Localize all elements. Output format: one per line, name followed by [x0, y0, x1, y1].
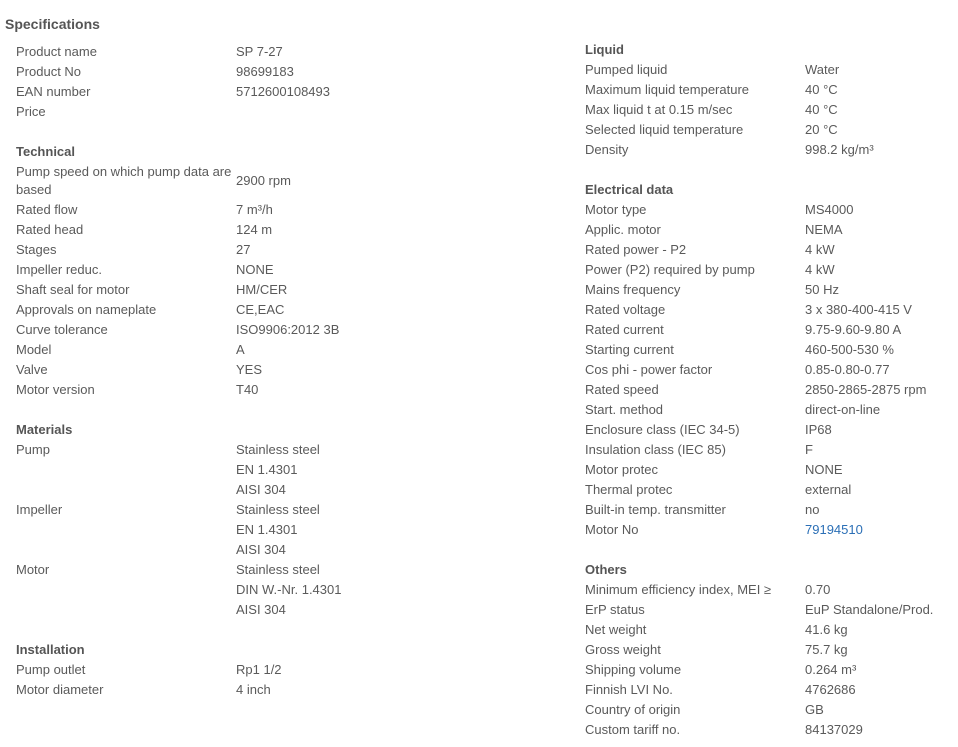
spec-value: 124 m — [236, 222, 273, 237]
spec-value-line: DIN W.-Nr. 1.4301 — [236, 582, 342, 597]
spec-row-shipping-volume — [585, 660, 955, 680]
electrical-section — [585, 180, 955, 540]
others-section — [585, 560, 955, 740]
spec-label: Pumped liquid — [585, 62, 668, 77]
spec-value: 98699183 — [236, 64, 294, 79]
spec-value: 0.264 m³ — [805, 662, 857, 677]
spec-row-max-liquid-t-at-0-15-m-sec — [585, 100, 955, 120]
spec-label: Insulation class (IEC 85) — [585, 442, 726, 457]
spec-value-line: AISI 304 — [236, 542, 286, 557]
spec-value: F — [805, 442, 813, 457]
spec-row-model — [16, 340, 436, 360]
spec-value: 3 x 380-400-415 V — [805, 302, 912, 317]
section-heading: Others — [585, 562, 627, 577]
spec-row-shaft-seal-for-motor — [16, 280, 436, 300]
section-heading: Installation — [16, 642, 85, 657]
spec-label: Mains frequency — [585, 282, 681, 297]
spec-label: Product name — [16, 44, 97, 59]
spec-row-erp-status — [585, 600, 955, 620]
spec-value: no — [805, 502, 820, 517]
spec-label: Cos phi - power factor — [585, 362, 713, 377]
spec-row-cos-phi-power-factor — [585, 360, 955, 380]
spec-label: Stages — [16, 242, 57, 257]
spec-label: Finnish LVI No. — [585, 682, 673, 697]
spec-row-pump-speed-on-which-pump-data-are-based — [16, 162, 436, 200]
spec-row-stages — [16, 240, 436, 260]
spec-label: Motor protec — [585, 462, 658, 477]
spec-value: GB — [805, 702, 824, 717]
spec-label: Max liquid t at 0.15 m/sec — [585, 102, 733, 117]
spec-row-product-name — [16, 42, 436, 62]
spec-row-motor-version — [16, 380, 436, 400]
spec-label: EAN number — [16, 84, 91, 99]
spec-row-selected-liquid-temperature — [585, 120, 955, 140]
spec-row-rated-flow — [16, 200, 436, 220]
spec-value: 4 inch — [236, 682, 271, 697]
spec-row-pump-outlet — [16, 660, 436, 680]
spec-value: 2850-2865-2875 rpm — [805, 382, 927, 397]
spec-value — [236, 500, 320, 560]
spec-label: Rated flow — [16, 202, 78, 217]
spec-row-motor-diameter — [16, 680, 436, 700]
spec-row-motor-no — [585, 520, 955, 540]
spec-value: 7 m³/h — [236, 202, 273, 217]
spec-value: 460-500-530 % — [805, 342, 894, 357]
spec-label: Product No — [16, 64, 82, 79]
spec-value-line: EN 1.4301 — [236, 522, 298, 537]
spec-row-gross-weight — [585, 640, 955, 660]
spec-row-minimum-efficiency-index-mei — [585, 580, 955, 600]
spec-label: Starting current — [585, 342, 674, 357]
spec-value: IP68 — [805, 422, 832, 437]
spec-row-custom-tariff-no — [585, 720, 955, 740]
spec-label: Motor version — [16, 382, 95, 397]
spec-value: 50 Hz — [805, 282, 839, 297]
spec-row-price — [16, 102, 436, 122]
spec-row-country-of-origin — [585, 700, 955, 720]
spec-row-density — [585, 140, 955, 160]
spec-value: 5712600108493 — [236, 84, 330, 99]
spec-value: EuP Standalone/Prod. — [805, 602, 934, 617]
spec-value: 0.70 — [805, 582, 831, 597]
spec-label: Country of origin — [585, 702, 681, 717]
spec-value: 75.7 kg — [805, 642, 848, 657]
spec-label: ErP status — [585, 602, 645, 617]
spec-row-rated-speed — [585, 380, 955, 400]
spec-value: HM/CER — [236, 282, 288, 297]
spec-value: Rp1 1/2 — [236, 662, 282, 677]
spec-row-curve-tolerance — [16, 320, 436, 340]
spec-value: A — [236, 342, 245, 357]
section-heading: Materials — [16, 422, 73, 437]
spec-value-line: Stainless steel — [236, 562, 320, 577]
spec-value-line: AISI 304 — [236, 602, 286, 617]
spec-row-motor-type — [585, 200, 955, 220]
general-section — [16, 42, 436, 122]
section-heading: Technical — [16, 144, 76, 159]
spec-row-built-in-temp-transmitter — [585, 500, 955, 520]
spec-value: 0.85-0.80-0.77 — [805, 362, 890, 377]
spec-label: Impeller reduc. — [16, 262, 102, 277]
spec-value: 20 °C — [805, 122, 838, 137]
spec-value: NEMA — [805, 222, 843, 237]
section-heading: Electrical data — [585, 182, 674, 197]
spec-value: 998.2 kg/m³ — [805, 142, 874, 157]
motor-no-link[interactable]: 79194510 — [805, 522, 863, 537]
spec-label: Motor diameter — [16, 682, 104, 697]
spec-row-starting-current — [585, 340, 955, 360]
spec-label: Rated voltage — [585, 302, 666, 317]
spec-row-insulation-class-iec-85 — [585, 440, 955, 460]
spec-label: Valve — [16, 362, 48, 377]
spec-label: Price — [16, 104, 46, 119]
spec-row-approvals-on-nameplate — [16, 300, 436, 320]
spec-label: Net weight — [585, 622, 647, 637]
spec-label: Model — [16, 342, 52, 357]
spec-label: Rated head — [16, 222, 84, 237]
materials-section — [16, 420, 436, 620]
technical-section — [16, 142, 436, 400]
spec-row-rated-power-p2 — [585, 240, 955, 260]
spec-value: 2900 rpm — [236, 173, 291, 188]
spec-value-line: EN 1.4301 — [236, 462, 298, 477]
spec-value: Water — [805, 62, 840, 77]
spec-row-rated-head — [16, 220, 436, 240]
spec-label: Impeller — [16, 502, 63, 517]
section-heading: Liquid — [585, 42, 624, 57]
spec-value: 27 — [236, 242, 251, 257]
spec-label: Maximum liquid temperature — [585, 82, 750, 97]
spec-label: Built-in temp. transmitter — [585, 502, 726, 517]
spec-row-impeller — [16, 500, 436, 560]
spec-label: Shaft seal for motor — [16, 282, 130, 297]
spec-label: Pump outlet — [16, 662, 86, 677]
spec-value-line: AISI 304 — [236, 482, 286, 497]
spec-value — [236, 560, 341, 620]
spec-value: 41.6 kg — [805, 622, 848, 637]
spec-label: Curve tolerance — [16, 322, 108, 337]
spec-row-rated-voltage — [585, 300, 955, 320]
spec-value-line: Stainless steel — [236, 442, 320, 457]
spec-row-mains-frequency — [585, 280, 955, 300]
liquid-section — [585, 40, 955, 160]
spec-label: Power (P2) required by pump — [585, 262, 755, 277]
spec-label: Motor No — [585, 522, 639, 537]
spec-row-product-no — [16, 62, 436, 82]
spec-row-pump — [16, 440, 436, 500]
spec-label: Approvals on nameplate — [16, 302, 157, 317]
spec-value: 4762686 — [805, 682, 856, 697]
spec-label: Motor type — [585, 202, 647, 217]
spec-value: ISO9906:2012 3B — [236, 322, 340, 337]
spec-value — [236, 440, 320, 500]
spec-value: 4 kW — [805, 242, 835, 257]
spec-label: Enclosure class (IEC 34-5) — [585, 422, 740, 437]
spec-row-thermal-protec — [585, 480, 955, 500]
spec-value: external — [805, 482, 852, 497]
spec-value: NONE — [805, 462, 843, 477]
spec-row-impeller-reduc — [16, 260, 436, 280]
spec-row-motor — [16, 560, 436, 620]
spec-value: 40 °C — [805, 82, 838, 97]
spec-label: Applic. motor — [585, 222, 661, 237]
spec-label: Rated power - P2 — [585, 242, 687, 257]
page-title: Specifications — [5, 16, 100, 32]
spec-row-power-p2-required-by-pump — [585, 260, 955, 280]
spec-value: 9.75-9.60-9.80 A — [805, 322, 902, 337]
spec-row-applic-motor — [585, 220, 955, 240]
spec-value: 40 °C — [805, 102, 838, 117]
spec-label: Rated speed — [585, 382, 659, 397]
spec-value: SP 7-27 — [236, 44, 283, 59]
spec-row-enclosure-class-iec-34-5 — [585, 420, 955, 440]
spec-row-maximum-liquid-temperature — [585, 80, 955, 100]
spec-row-start-method — [585, 400, 955, 420]
spec-value: 4 kW — [805, 262, 835, 277]
spec-row-net-weight — [585, 620, 955, 640]
spec-row-finnish-lvi-no — [585, 680, 955, 700]
spec-label: Start. method — [585, 402, 664, 417]
spec-value: 84137029 — [805, 722, 863, 737]
spec-value: direct-on-line — [805, 402, 881, 417]
spec-label: Gross weight — [585, 642, 661, 657]
spec-value: T40 — [236, 382, 259, 397]
spec-value: CE,EAC — [236, 302, 285, 317]
spec-row-pumped-liquid — [585, 60, 955, 80]
spec-value: MS4000 — [805, 202, 854, 217]
spec-label: Selected liquid temperature — [585, 122, 744, 137]
spec-row-ean-number — [16, 82, 436, 102]
spec-label: Pump speed on which pump data are based — [16, 164, 232, 197]
spec-label: Thermal protec — [585, 482, 673, 497]
spec-label: Rated current — [585, 322, 664, 337]
installation-section — [16, 640, 436, 700]
spec-label: Density — [585, 142, 629, 157]
spec-value-line: Stainless steel — [236, 502, 320, 517]
spec-row-motor-protec — [585, 460, 955, 480]
spec-value: NONE — [236, 262, 274, 277]
spec-row-valve — [16, 360, 436, 380]
spec-label: Minimum efficiency index, MEI ≥ — [585, 582, 772, 597]
spec-label: Motor — [16, 562, 50, 577]
spec-value: YES — [236, 362, 263, 377]
spec-label: Shipping volume — [585, 662, 682, 677]
spec-row-rated-current — [585, 320, 955, 340]
spec-label: Pump — [16, 442, 50, 457]
spec-label: Custom tariff no. — [585, 722, 681, 737]
